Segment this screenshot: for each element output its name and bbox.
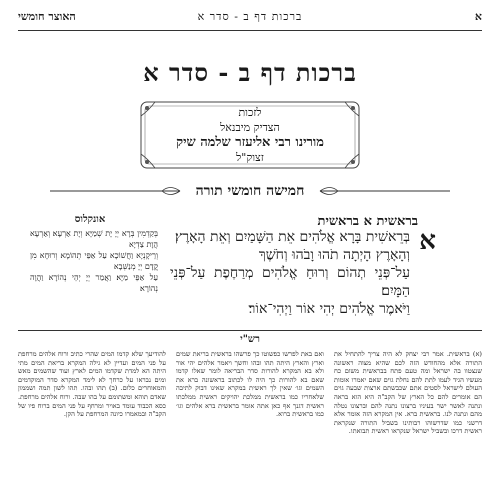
chapter-letter: א: [419, 226, 436, 256]
section-title: חמישה חומשי תורה: [195, 183, 305, 199]
rashi-paragraph: (א) בראשית. אמר רבי יצחק לא היה צריך להתחיל את התורה אלא מהחודש הזה לכם שהיא מצוה ראשונה שנצטוו בה ישראל ומה טעם פתח בבראשית משום כח מעשיו הגיד לעמו לתת להם נחלת גוים שאם יאמרו אומות העולם לישראל לסטים אתם שכבשתם ארצות שבעה גוים הם אומרים להם כל הארץ של הקב"ה היא הוא בראה ונתנה לאשר ישר בעיניו ברצונו נתנה להם וברצונו נטלה מהם ונתנה לנו. בראשית ברא. אין המקרא הזה אומר אלא דרשני כמו שדרשוהו רבותינו בשביל התורה שנקראת ראשית דרכו ובשביל ישראל שנקראו ראשית תבואתו.: [334, 350, 482, 436]
page-title: ברכות דף ב - סדר א: [143, 58, 357, 87]
running-header-book-name: האוצר חומשי: [18, 10, 76, 23]
onkelos-heading: אונקלוס: [74, 214, 106, 225]
dedication-box: [135, 96, 365, 174]
dedication-text: [135, 96, 365, 174]
torah-line: עַל־פְּנֵי תְהוֹם וְרוּחַ אֱלֹהִים מְרַחֶפֶת עַל־פְּנֵי הַמָּיִם׃: [170, 265, 410, 299]
running-header-page-letter: א: [474, 10, 482, 23]
onkelos-text: [30, 228, 158, 294]
rashi-commentary: [18, 350, 482, 494]
rashi-column: [176, 350, 324, 494]
rashi-paragraph: ואם באת לפרשו כפשוטו כך פרשהו בראשית בריאת שמים וארץ והארץ היתה תהו ובהו וחשך ויאמר אלהים יהי אור ולא בא המקרא להורות סדר הבריאה לומר שאלו קדמו שאם בא להורות כך היה לו לכתוב בראשונה ברא את השמים וגו׳ שאין לך ראשית במקרא שאינו דבוק לתיבה שלאחריו כמו בראשית ממלכת יהויקים ראשית ממלכתו ראשית דגנך אף כאן אתה אומר בראשית ברא אלהים וגו׳ כמו בראשית ברוא.: [176, 350, 324, 419]
torah-line: וְהָאָרֶץ הָיְתָה תֹהוּ וָבֹהוּ וְחֹשֶׁךְ: [258, 247, 410, 263]
header-divider: [18, 30, 482, 31]
onkelos-line: וְרֵיקָנְיָא וַחֲשׁוֹכָא עַל אַפֵּי תְהוֹמָא וְרוּחָא מִן קֳדָם יְיָ מְנַשְּׁבָא: [30, 251, 158, 271]
running-header: [18, 10, 482, 28]
onkelos-line: עַל אַפֵּי מַיָּא׃ וַאֲמַר יְיָ יְהֵי נְהוֹרָא וַהֲוָה נְהוֹרָא׃: [30, 273, 158, 293]
torah-line: בְּרֵאשִׁית בָּרָא אֱלֹהִים אֵת הַשָּׁמַיִם וְאֵת הָאָרֶץ׃: [174, 229, 410, 245]
torah-line: וַיֹּאמֶר אֱלֹהִים יְהִי אוֹר וַיְהִי־אוֹר׃: [248, 301, 410, 317]
torah-text: [170, 228, 410, 318]
dedication-line-4: זצוק"ל: [236, 151, 264, 164]
section-banner: [50, 180, 450, 202]
running-header-title: ברכות דף ב - סדר א: [197, 10, 303, 23]
dedication-line-2: הצדיק מיבנאל: [220, 121, 280, 134]
dedication-line-3: מורינו רבי אליעזר שלמה שיק: [176, 135, 324, 150]
rashi-column: [18, 350, 166, 494]
rashi-paragraph: להודיעך שלא קדמו המים שהרי כתיב ורוח אלהים מרחפת על פני המים ועדיין לא גילה המקרא בריאת המים מתי היתה הא למדת שקדמו המים לארץ ועוד שהשמים מאש ומים נבראו על כרחך לא לימד המקרא סדר המוקדמים והמאוחרים כלום. (ב) תהו ובהו. תהו לשון תמה ושממון שאדם תוהא ומשתומם על בהו שבה. ורוח אלהים מרחפת. כסא הכבוד עומד באויר ומרחף על פני המים ברוח פיו של הקב"ה ובמאמרו כיונה המרחפת על הקן.: [18, 350, 166, 419]
rashi-column: [334, 350, 482, 494]
verse-reference: בראשית א בראשית: [317, 214, 418, 229]
dedication-line-1: לזכות: [238, 106, 262, 119]
onkelos-line: בְּקַדְמִין בְּרָא יְיָ יָת שְׁמַיָּא וְיָת אַרְעָא׃ וְאַרְעָא הֲוָת צַדְיָא: [30, 229, 158, 249]
rashi-heading: רש"י: [240, 334, 260, 345]
rashi-divider: [18, 330, 482, 331]
